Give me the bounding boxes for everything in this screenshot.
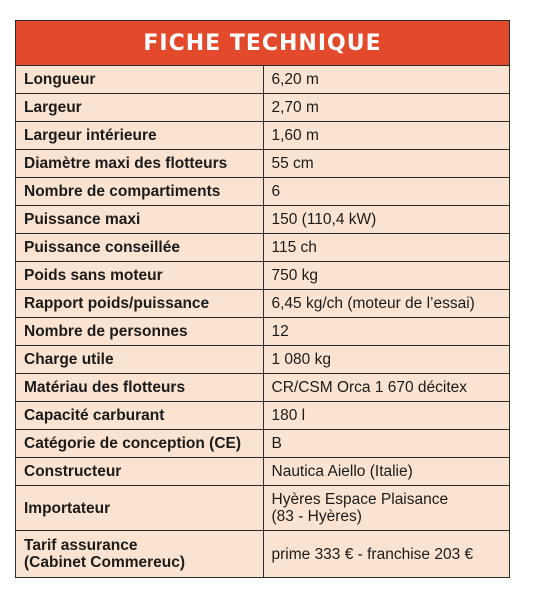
table-row bbox=[16, 458, 509, 486]
spec-value: Hyères Espace Plaisance bbox=[271, 491, 449, 508]
spec-label: Nombre de personnes bbox=[24, 323, 188, 340]
spec-label-cell bbox=[16, 531, 263, 578]
spec-value: 6,45 kg/ch (moteur de l’essai) bbox=[271, 295, 475, 312]
spec-label-cell bbox=[16, 458, 263, 486]
spec-value-cell bbox=[263, 486, 509, 531]
spec-value-cell bbox=[263, 402, 509, 430]
spec-value: 1,60 m bbox=[271, 127, 319, 144]
spec-value: 115 ch bbox=[271, 239, 317, 256]
spec-value: CR/CSM Orca 1 670 décitex bbox=[271, 379, 468, 396]
spec-label-cell bbox=[16, 290, 263, 318]
spec-label-cell bbox=[16, 94, 263, 122]
spec-value-cell bbox=[263, 458, 509, 486]
table-row bbox=[16, 262, 509, 290]
spec-value: 1 080 kg bbox=[271, 351, 331, 368]
spec-value: 150 (110,4 kW) bbox=[271, 211, 377, 228]
table-row bbox=[16, 374, 509, 402]
spec-label: Longueur bbox=[24, 71, 96, 88]
spec-value-cell bbox=[263, 318, 509, 346]
spec-value: B bbox=[271, 435, 282, 452]
spec-value-cell bbox=[263, 122, 509, 150]
spec-value-cell bbox=[263, 150, 509, 178]
spec-label-cell bbox=[16, 122, 263, 150]
spec-value-cell bbox=[263, 430, 509, 458]
spec-value: Nautica Aiello (Italie) bbox=[271, 463, 413, 480]
spec-label-cell bbox=[16, 150, 263, 178]
spec-value: 55 cm bbox=[271, 155, 314, 172]
table-row bbox=[16, 150, 509, 178]
table-row bbox=[16, 346, 509, 374]
spec-label: Importateur bbox=[24, 499, 111, 517]
table-row bbox=[16, 206, 509, 234]
spec-label: Capacité carburant bbox=[24, 407, 165, 424]
spec-value: 2,70 m bbox=[271, 99, 319, 116]
spec-value: (83 - Hyères) bbox=[271, 508, 362, 525]
spec-value-cell bbox=[263, 206, 509, 234]
spec-label-cell bbox=[16, 262, 263, 290]
spec-value: 180 l bbox=[271, 407, 306, 424]
spec-label: Puissance maxi bbox=[24, 211, 141, 228]
spec-label: Poids sans moteur bbox=[24, 267, 163, 284]
spec-label: Largeur intérieure bbox=[24, 127, 157, 144]
spec-label-cell bbox=[16, 402, 263, 430]
spec-sheet bbox=[15, 20, 510, 578]
spec-label: Rapport poids/puissance bbox=[24, 295, 210, 312]
spec-label: Tarif assurance bbox=[24, 537, 138, 554]
table-row bbox=[16, 486, 509, 531]
spec-header bbox=[16, 21, 509, 66]
spec-value-cell bbox=[263, 178, 509, 206]
spec-label: Matériau des flotteurs bbox=[24, 379, 186, 396]
table-row bbox=[16, 318, 509, 346]
spec-label-cell bbox=[16, 206, 263, 234]
table-row bbox=[16, 178, 509, 206]
spec-label: Largeur bbox=[24, 99, 82, 116]
spec-value: 6 bbox=[271, 183, 281, 200]
spec-label-cell bbox=[16, 430, 263, 458]
table-row bbox=[16, 122, 509, 150]
spec-value-cell bbox=[263, 346, 509, 374]
spec-value-cell bbox=[263, 94, 509, 122]
spec-label: Nombre de compartiments bbox=[24, 183, 221, 200]
spec-label: Charge utile bbox=[24, 351, 114, 368]
spec-value: prime 333 € - franchise 203 € bbox=[271, 545, 474, 563]
spec-label: Catégorie de conception (CE) bbox=[24, 435, 242, 452]
table-row bbox=[16, 402, 509, 430]
spec-value: 12 bbox=[271, 323, 289, 340]
spec-label-cell bbox=[16, 66, 263, 94]
spec-value: 750 kg bbox=[271, 267, 319, 284]
spec-label-cell bbox=[16, 486, 263, 531]
table-row bbox=[16, 94, 509, 122]
spec-label-cell bbox=[16, 346, 263, 374]
spec-value-cell bbox=[263, 374, 509, 402]
spec-label: Puissance conseillée bbox=[24, 239, 180, 256]
spec-label-cell bbox=[16, 374, 263, 402]
spec-value-cell bbox=[263, 262, 509, 290]
spec-table bbox=[16, 66, 509, 577]
spec-value-cell bbox=[263, 66, 509, 94]
spec-value: 6,20 m bbox=[271, 71, 319, 88]
spec-value-cell bbox=[263, 234, 509, 262]
table-row bbox=[16, 234, 509, 262]
spec-label-cell bbox=[16, 178, 263, 206]
spec-label-cell bbox=[16, 318, 263, 346]
spec-label: Diamètre maxi des flotteurs bbox=[24, 155, 228, 172]
table-row bbox=[16, 430, 509, 458]
spec-value-cell bbox=[263, 531, 509, 578]
table-row bbox=[16, 290, 509, 318]
spec-label: Constructeur bbox=[24, 463, 122, 480]
spec-label: (Cabinet Commereuc) bbox=[24, 554, 186, 571]
spec-label-cell bbox=[16, 234, 263, 262]
spec-value-cell bbox=[263, 290, 509, 318]
spec-table-body bbox=[16, 66, 509, 577]
table-row bbox=[16, 531, 509, 578]
spec-title: FICHE TECHNIQUE bbox=[143, 30, 382, 56]
table-row bbox=[16, 66, 509, 94]
